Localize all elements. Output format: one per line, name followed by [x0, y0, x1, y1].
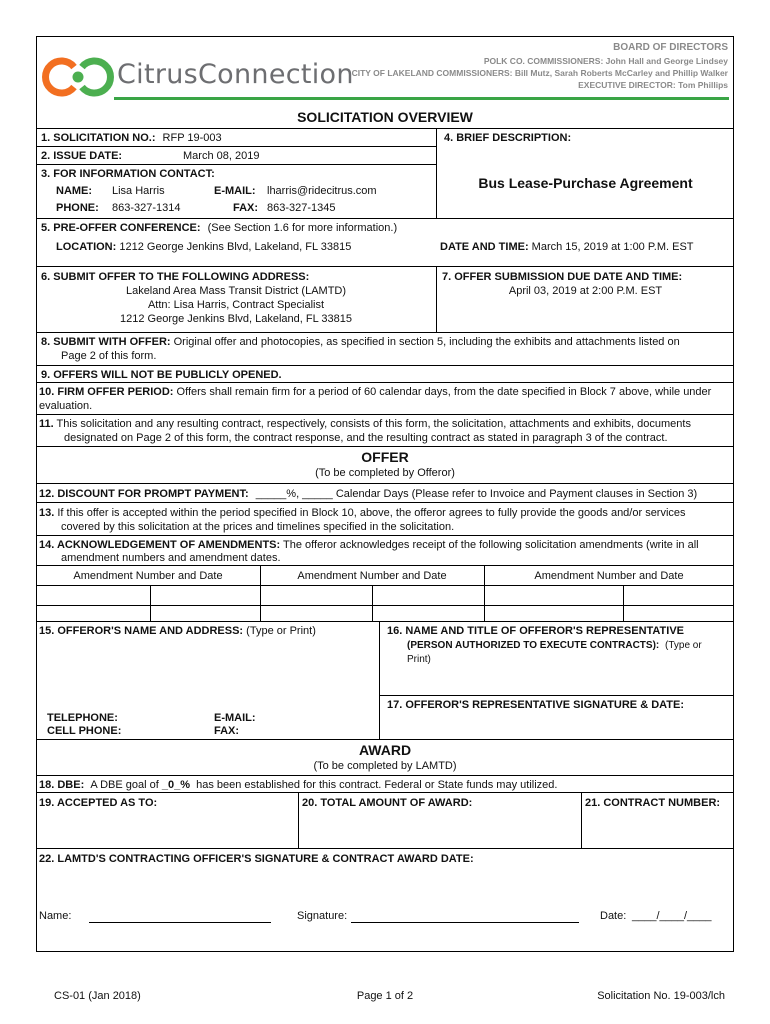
s11-text-2: designated on Page 2 of this form, the contract response, and the resulting contract as stated in paragraph 3 of the contract. [64, 432, 668, 444]
amendment-date-2[interactable] [373, 586, 483, 604]
s18-goal: _0_% [161, 779, 191, 791]
rule [36, 605, 734, 606]
s2-value: March 08, 2019 [183, 150, 260, 162]
s16-sub: (PERSON AUTHORIZED TO EXECUTE CONTRACTS): [407, 640, 660, 651]
rule [36, 792, 734, 793]
s19-label: 19. ACCEPTED AS TO: [39, 797, 158, 809]
rule [36, 775, 734, 776]
contact-fax-value: 863-327-1345 [267, 202, 336, 214]
rule [36, 218, 734, 219]
officer-name-line[interactable] [89, 922, 271, 923]
amendment-column-3: Amendment Number and Date [534, 570, 684, 582]
page-number: Page 1 of 2 [356, 990, 414, 1002]
rule [36, 414, 734, 415]
s16-subtitle [407, 639, 702, 653]
s9-label: 9. OFFERS WILL NOT BE PUBLICLY OPENED. [41, 369, 282, 381]
rule [36, 621, 734, 622]
s20-label: 20. TOTAL AMOUNT OF AWARD: [302, 797, 473, 809]
rule [436, 266, 437, 332]
s10-text-2: evaluation. [39, 400, 93, 412]
form-code: CS-01 (Jan 2018) [54, 990, 141, 1002]
cell-phone-label: CELL PHONE: [47, 725, 122, 737]
amendments-acknowledgement [39, 538, 699, 552]
s5-note: (See Section 1.6 for more information.) [207, 222, 398, 234]
submit-address-line-3: 1212 George Jenkins Blvd, Lakeland, FL 33815 [120, 313, 352, 325]
s4-label: 4. BRIEF DESCRIPTION: [444, 132, 572, 144]
rule [36, 146, 436, 147]
rule [36, 535, 734, 536]
s10-text-1: Offers shall remain firm for a period of 60 calendar days, from the date specified in Block 7 above, while under [176, 386, 712, 398]
contract-number-field[interactable] [582, 812, 733, 847]
s18-label: 18. DBE: [39, 779, 85, 791]
solicitation-ref: Solicitation No. 19-003/lch [597, 990, 725, 1002]
board-line-3: EXECUTIVE DIRECTOR: Tom Phillips [578, 80, 728, 90]
representative-signature-field[interactable] [381, 713, 733, 738]
award-date-blank[interactable]: ____/____/____ [632, 910, 712, 922]
contact-email-value: lharris@ridecitrus.com [267, 185, 377, 197]
s8-text-2: Page 2 of this form. [61, 350, 157, 362]
rule [36, 739, 734, 740]
dbe-goal [39, 778, 557, 792]
contact-name-label: NAME: [56, 185, 93, 197]
rule [36, 382, 734, 383]
accepted-as-to-field[interactable] [37, 812, 297, 847]
submit-with-offer [41, 335, 680, 349]
rule [379, 695, 734, 696]
solicitation-no [41, 131, 222, 145]
rule [36, 164, 436, 165]
board-line-1: POLK CO. COMMISSIONERS: John Hall and George Lindsey [483, 56, 728, 66]
submit-address-line-2: Attn: Lisa Harris, Contract Specialist [147, 299, 325, 311]
s13-text-1: If this offer is accepted within the period specified in Block 10, above, the offeror agrees to fully provide the goods and/or services [57, 507, 686, 519]
brief-description: Bus Lease-Purchase Agreement [478, 175, 693, 191]
rule [36, 483, 734, 484]
rule [36, 565, 734, 566]
prompt-payment-discount [39, 487, 697, 501]
rule [436, 128, 437, 218]
rule [36, 446, 734, 447]
rule [36, 848, 734, 849]
s16-label: 16. NAME AND TITLE OF OFFEROR'S REPRESENTATIVE [387, 625, 684, 637]
total-award-amount-field[interactable] [299, 812, 580, 847]
conference-location [56, 240, 351, 254]
rule [379, 621, 380, 739]
submit-address-line-1: Lakeland Area Mass Transit District (LAMTD) [125, 285, 347, 297]
board-title: BOARD OF DIRECTORS [613, 42, 728, 53]
s14-text-2: amendment numbers and amendment dates. [61, 552, 281, 564]
s7-label: 7. OFFER SUBMISSION DUE DATE AND TIME: [442, 271, 683, 283]
s8-text-1: Original offer and photocopies, as specified in section 5, including the exhibits and attachments listed on [173, 336, 680, 348]
s14-label: 14. ACKNOWLEDGEMENT OF AMENDMENTS: [39, 539, 281, 551]
amendment-column-2: Amendment Number and Date [297, 570, 447, 582]
representative-name-title-field[interactable] [381, 668, 733, 694]
amendment-number-2[interactable] [261, 586, 371, 604]
s1-value: RFP 19-003 [162, 132, 222, 144]
award-date-label: Date: [600, 910, 627, 922]
offer-subtitle: (To be completed by Offeror) [315, 467, 455, 479]
fax-label: FAX: [214, 725, 240, 737]
telephone-label: TELEPHONE: [47, 712, 118, 724]
s13-label: 13. [39, 507, 55, 519]
s14-text-1: The offeror acknowledges receipt of the following solicitation amendments (write in all [283, 539, 699, 551]
conference-datetime [440, 240, 694, 254]
email-label: E-MAIL: [214, 712, 256, 724]
contact-fax-label: FAX: [233, 202, 259, 214]
location-value: 1212 George Jenkins Blvd, Lakeland, FL 33815 [119, 241, 352, 253]
logo-wordmark: CitrusConnection [117, 59, 354, 90]
award-subtitle: (To be completed by LAMTD) [313, 760, 457, 772]
s6-label: 6. SUBMIT OFFER TO THE FOLLOWING ADDRESS: [41, 271, 310, 283]
page-title: SOLICITATION OVERVIEW [297, 109, 473, 125]
officer-signature-line[interactable] [351, 922, 579, 923]
contact-name-value: Lisa Harris [112, 185, 165, 197]
contact-phone-label: PHONE: [56, 202, 99, 214]
s16-note-1: (Type or [665, 640, 702, 651]
rule [36, 332, 734, 333]
rule [36, 502, 734, 503]
amendment-date-3[interactable] [624, 586, 733, 604]
s13-text-2: covered by this solicitation at the prices and timelines specified in the solicitation. [61, 521, 455, 533]
due-date-time: April 03, 2019 at 2:00 P.M. EST [508, 285, 663, 297]
s21-label: 21. CONTRACT NUMBER: [585, 797, 721, 809]
s11-text-1: This solicitation and any resulting contract, respectively, consists of this form, the solicitation, attachments and exhibits, documents [56, 418, 691, 430]
amendment-column-1: Amendment Number and Date [73, 570, 223, 582]
s15-label: 15. OFFEROR'S NAME AND ADDRESS: [39, 625, 244, 637]
s2-label: 2. ISSUE DATE: [41, 150, 123, 162]
datetime-value: March 15, 2019 at 1:00 P.M. EST [531, 241, 694, 253]
s12-text: _____%, _____ Calendar Days (Please refer to Invoice and Payment clauses in Section 3) [255, 488, 698, 500]
offer-heading: OFFER [361, 449, 409, 465]
rule [36, 266, 734, 267]
s5-label: 5. PRE-OFFER CONFERENCE: [41, 222, 201, 234]
s8-label: 8. SUBMIT WITH OFFER: [41, 336, 171, 348]
officer-signature-label: Signature: [297, 910, 348, 922]
s10-label: 10. FIRM OFFER PERIOD: [39, 386, 174, 398]
firm-offer-period [39, 385, 711, 399]
offeror-name-address-field[interactable] [37, 640, 378, 704]
s11-label: 11. [39, 418, 54, 430]
offer-acceptance [39, 506, 686, 520]
solicitation-consists [39, 417, 691, 431]
contact-phone-value: 863-327-1314 [112, 202, 181, 214]
offeror-name-address [39, 624, 316, 638]
rule [36, 128, 734, 129]
board-line-2: CITY OF LAKELAND COMMISSIONERS: Bill Mutz, Sarah Roberts McCarley and Phillip Walker [351, 68, 728, 78]
s16-note-2: Print) [407, 654, 431, 665]
contact-email-label: E-MAIL: [214, 185, 256, 197]
s18-text-b: has been established for this contract. Federal or State funds may utilized. [196, 779, 558, 791]
amendment-number-1[interactable] [37, 586, 149, 604]
s12-label: 12. DISCOUNT FOR PROMPT PAYMENT: [39, 488, 249, 500]
s15-note: (Type or Print) [246, 625, 316, 637]
pre-offer-conference [41, 221, 397, 235]
rule [36, 365, 734, 366]
s1-label: 1. SOLICITATION NO.: [41, 132, 156, 144]
award-heading: AWARD [358, 742, 412, 758]
s22-label: 22. LAMTD'S CONTRACTING OFFICER'S SIGNATURE & CONTRACT AWARD DATE: [39, 853, 474, 865]
location-label: LOCATION: [56, 241, 117, 253]
s18-text-a: A DBE goal of [90, 779, 159, 791]
s17-label: 17. OFFEROR'S REPRESENTATIVE SIGNATURE & DATE: [387, 699, 684, 711]
officer-name-label: Name: [39, 910, 72, 922]
s3-label: 3. FOR INFORMATION CONTACT: [41, 168, 215, 180]
datetime-label: DATE AND TIME: [440, 241, 529, 253]
amendment-number-3[interactable] [485, 586, 622, 604]
amendment-date-1[interactable] [151, 586, 259, 604]
